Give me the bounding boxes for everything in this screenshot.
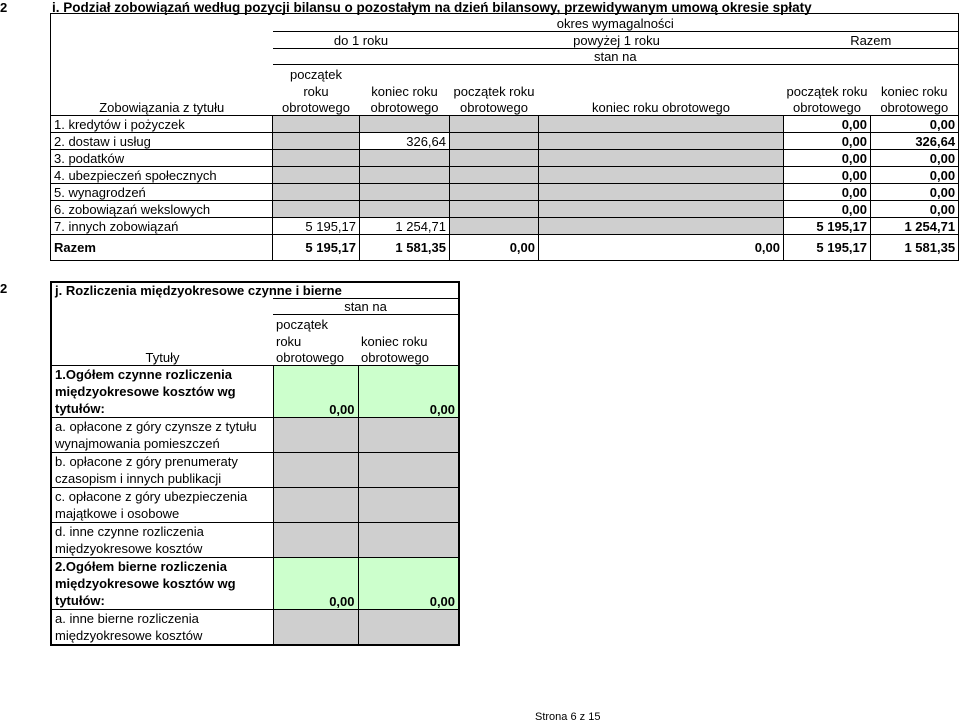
total-row xyxy=(51,235,959,261)
total-a: 5 195,17 xyxy=(273,235,360,261)
cell-d xyxy=(539,201,784,218)
cell-c xyxy=(450,116,539,133)
liability-row xyxy=(51,218,959,235)
col-c-line1: początek roku xyxy=(453,83,535,99)
liabilities-table xyxy=(50,13,959,261)
accrual-cell-b xyxy=(358,523,459,558)
accrual-cell-b: 0,00 xyxy=(358,558,459,610)
accrual-cell-a xyxy=(273,523,358,558)
liability-row xyxy=(51,201,959,218)
cell-e: 5 195,17 xyxy=(784,218,871,235)
col-e-line1: początek roku xyxy=(786,83,868,99)
col-total: Razem xyxy=(784,32,959,49)
cell-a xyxy=(273,133,360,150)
cell-f: 0,00 xyxy=(871,201,959,218)
cell-label: 2. dostaw i usług xyxy=(51,133,273,150)
stan-na-label: stan na xyxy=(273,49,959,65)
col-a-line1: początek xyxy=(273,65,360,82)
cell-b xyxy=(360,184,450,201)
total-c: 0,00 xyxy=(450,235,539,261)
col-b-line1: koniec roku xyxy=(371,83,438,99)
accrual-cell-a: 0,00 xyxy=(273,366,358,418)
col-a-line3: obrotowego xyxy=(273,99,360,116)
cell-e: 0,00 xyxy=(784,133,871,150)
section-number: 2 xyxy=(0,0,8,15)
col-e-line2: obrotowego xyxy=(784,99,871,116)
cell-a: 5 195,17 xyxy=(273,218,360,235)
cell-c xyxy=(450,201,539,218)
cell-a xyxy=(273,150,360,167)
cell-e: 0,00 xyxy=(784,184,871,201)
total-e: 5 195,17 xyxy=(784,235,871,261)
cell-c xyxy=(450,150,539,167)
accrual-cell-b xyxy=(358,488,459,523)
total-label: Razem xyxy=(51,235,273,261)
cell-label: 7. innych zobowiązań xyxy=(51,218,273,235)
cell-label: 5. wynagrodzeń xyxy=(51,184,273,201)
cell-b xyxy=(360,116,450,133)
accrual-row xyxy=(51,366,459,418)
accrual-label: 1.Ogółem czynne rozliczenia międzyokresowe kosztów wg tytułów: xyxy=(51,366,273,418)
accrual-row xyxy=(51,453,459,488)
cell-d xyxy=(539,133,784,150)
accrual-row xyxy=(51,418,459,453)
cell-f: 0,00 xyxy=(871,167,959,184)
s2-col-a-line1: początek xyxy=(273,315,358,332)
cell-a xyxy=(273,201,360,218)
liability-row xyxy=(51,150,959,167)
total-b: 1 581,35 xyxy=(360,235,450,261)
cell-b xyxy=(360,167,450,184)
accrual-cell-b xyxy=(358,453,459,488)
accrual-row xyxy=(51,558,459,610)
cell-b: 1 254,71 xyxy=(360,218,450,235)
accrual-cell-b xyxy=(358,418,459,453)
cell-label: 6. zobowiązań wekslowych xyxy=(51,201,273,218)
cell-d xyxy=(539,150,784,167)
section2-number: 2 xyxy=(0,281,8,296)
page-number: Strona 6 z 15 xyxy=(535,711,601,723)
cell-a xyxy=(273,116,360,133)
accrual-label: a. inne bierne rozliczenia międzyokresowe kosztów xyxy=(51,610,273,646)
s2-col-b-line1: koniec roku xyxy=(358,332,459,349)
col-over-1-year: powyżej 1 roku xyxy=(450,32,784,49)
cell-e: 0,00 xyxy=(784,167,871,184)
s2-col-a-line2: roku xyxy=(276,333,302,349)
liability-row xyxy=(51,184,959,201)
liability-row xyxy=(51,116,959,133)
total-d: 0,00 xyxy=(539,235,784,261)
accrual-label: c. opłacone z góry ubezpieczenia majątkowe i osobowe xyxy=(51,488,273,523)
accrual-cell-a xyxy=(273,453,358,488)
cell-c xyxy=(450,218,539,235)
accrual-cell-a xyxy=(273,610,358,646)
col-c-line2: obrotowego xyxy=(450,99,539,116)
cell-e: 0,00 xyxy=(784,201,871,218)
cell-a xyxy=(273,167,360,184)
accrual-row xyxy=(51,610,459,646)
cell-c xyxy=(450,133,539,150)
cell-f: 0,00 xyxy=(871,184,959,201)
accrual-row xyxy=(51,488,459,523)
cell-c xyxy=(450,184,539,201)
s2-row-header: Tytuły xyxy=(51,349,273,366)
cell-c xyxy=(450,167,539,184)
cell-a xyxy=(273,184,360,201)
cell-d xyxy=(539,218,784,235)
total-f: 1 581,35 xyxy=(871,235,959,261)
col-d: koniec roku obrotowego xyxy=(539,99,784,116)
cell-d xyxy=(539,167,784,184)
col-a-line2: roku xyxy=(303,83,329,99)
liability-row xyxy=(51,167,959,184)
col-f-line1: koniec roku xyxy=(871,82,959,99)
accrual-label: 2.Ogółem bierne rozliczenia międzyokresowe kosztów wg tytułów: xyxy=(51,558,273,610)
accrual-cell-a xyxy=(273,418,358,453)
accruals-table xyxy=(50,281,460,646)
s2-stan-na: stan na xyxy=(273,299,459,315)
accrual-label: a. opłacone z góry czynsze z tytułu wynajmowania pomieszczeń xyxy=(51,418,273,453)
cell-label: 4. ubezpieczeń społecznych xyxy=(51,167,273,184)
accrual-cell-b: 0,00 xyxy=(358,366,459,418)
cell-b xyxy=(360,201,450,218)
accrual-cell-b xyxy=(358,610,459,646)
accrual-cell-a xyxy=(273,488,358,523)
row-header: Zobowiązania z tytułu xyxy=(51,99,273,116)
accrual-cell-a: 0,00 xyxy=(273,558,358,610)
cell-f: 326,64 xyxy=(871,133,959,150)
cell-e: 0,00 xyxy=(784,150,871,167)
accrual-row xyxy=(51,523,459,558)
section2-title: j. Rozliczenia międzyokresowe czynne i bierne xyxy=(51,282,459,299)
s2-col-b-line2: obrotowego xyxy=(358,349,459,366)
cell-f: 1 254,71 xyxy=(871,218,959,235)
section-title: i. Podział zobowiązań według pozycji bilansu o pozostałym na dzień bilansowy, przewidywanym umową okresie spłaty xyxy=(52,0,812,15)
s2-col-a-line3: obrotowego xyxy=(273,349,358,366)
cell-d xyxy=(539,116,784,133)
cell-e: 0,00 xyxy=(784,116,871,133)
col-up-to-1-year: do 1 roku xyxy=(273,32,450,49)
cell-label: 1. kredytów i pożyczek xyxy=(51,116,273,133)
liability-row xyxy=(51,133,959,150)
cell-label: 3. podatków xyxy=(51,150,273,167)
accrual-label: d. inne czynne rozliczenia międzyokresowe kosztów xyxy=(51,523,273,558)
period-header: okres wymagalności xyxy=(273,14,959,32)
accrual-label: b. opłacone z góry prenumeraty czasopism i innych publikacji xyxy=(51,453,273,488)
cell-b xyxy=(360,150,450,167)
col-b-line2: obrotowego xyxy=(360,99,450,116)
cell-b: 326,64 xyxy=(360,133,450,150)
col-f-line2: obrotowego xyxy=(871,99,959,116)
cell-d xyxy=(539,184,784,201)
cell-f: 0,00 xyxy=(871,116,959,133)
cell-f: 0,00 xyxy=(871,150,959,167)
